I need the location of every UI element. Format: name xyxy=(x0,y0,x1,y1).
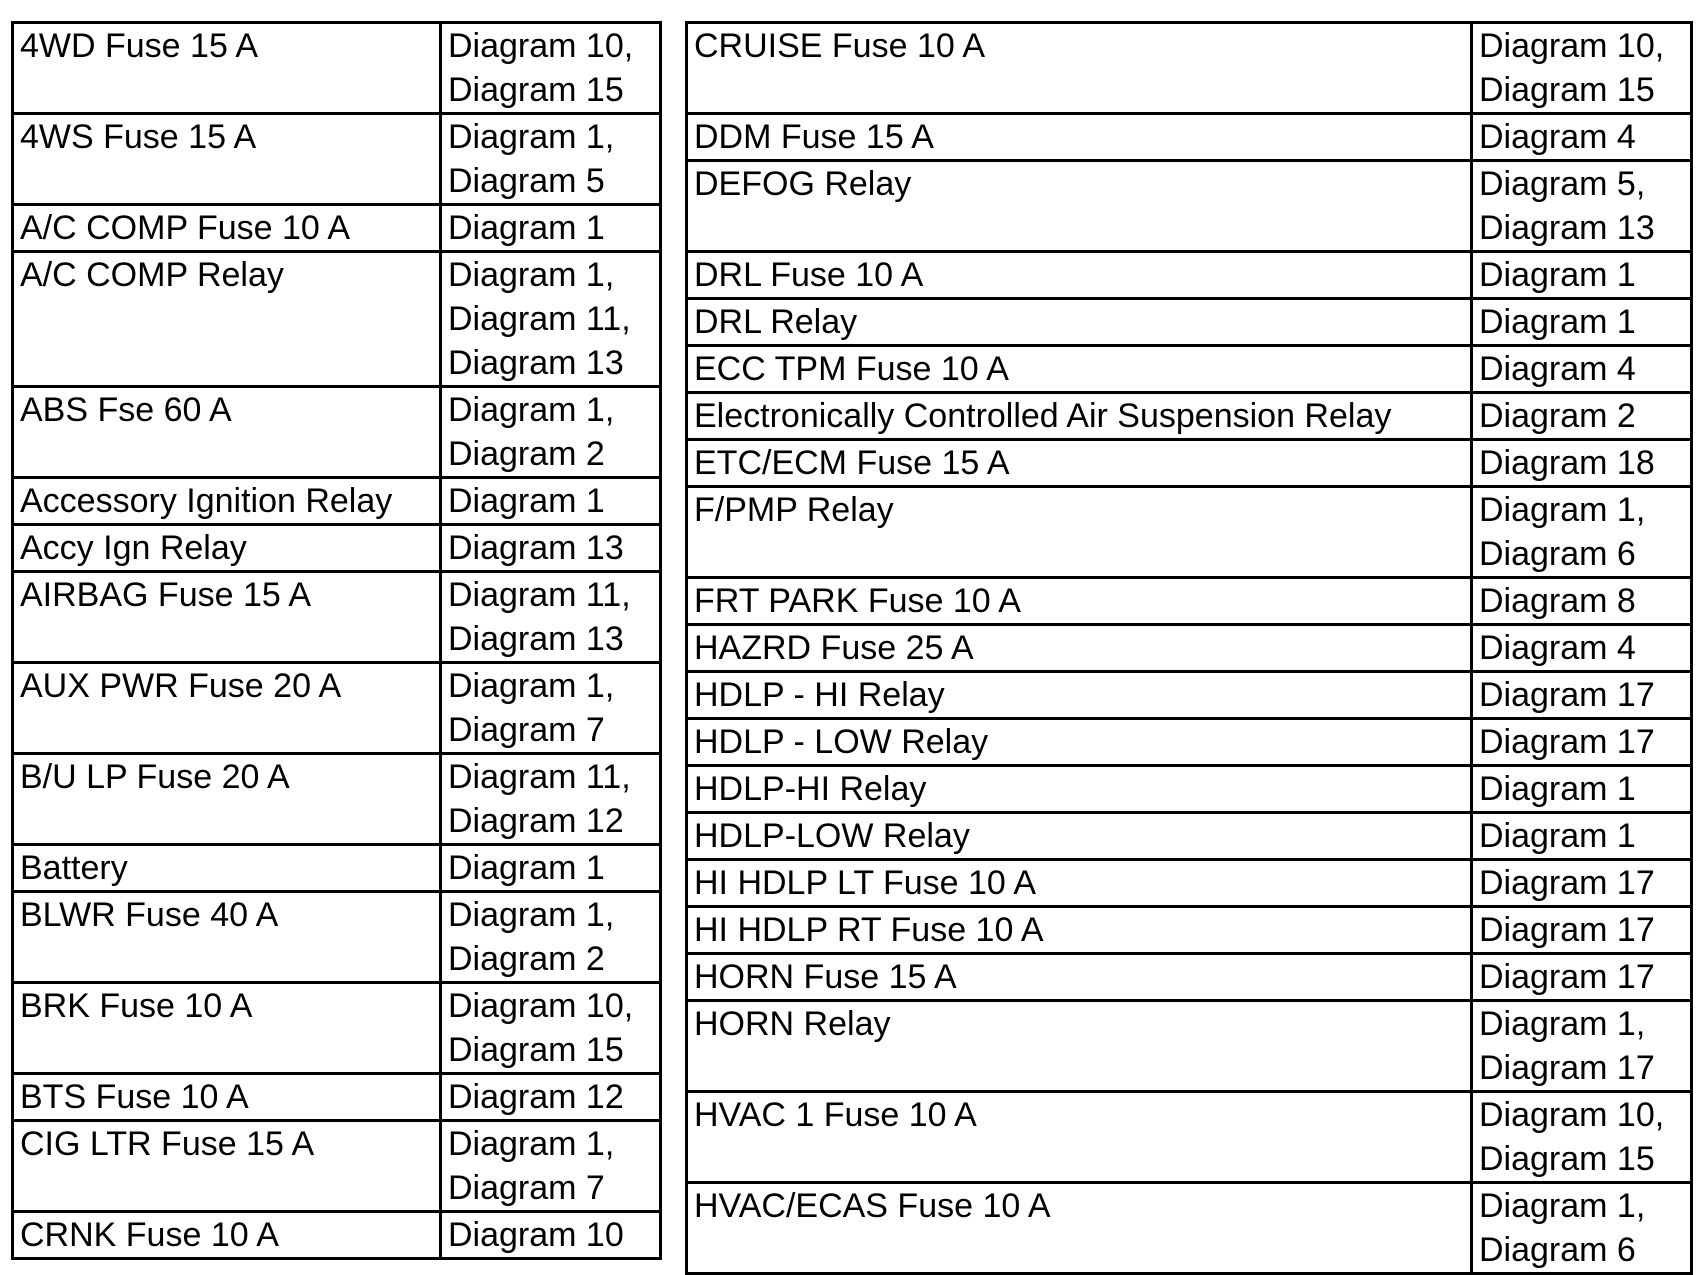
component-cell xyxy=(687,23,1472,114)
diagram-reference: Diagram 1, Diagram 6 xyxy=(1479,491,1646,573)
table-row xyxy=(687,672,1692,719)
diagram-reference-cell xyxy=(1472,299,1692,346)
table-row xyxy=(687,299,1692,346)
component-cell xyxy=(13,1074,441,1121)
diagram-reference: Diagram 10, Diagram 15 xyxy=(1479,27,1665,109)
diagram-reference: Diagram 1 xyxy=(1479,303,1636,341)
table-row xyxy=(13,1074,661,1121)
component-cell xyxy=(687,393,1472,440)
component-name: Accessory Ignition Relay xyxy=(20,482,393,520)
component-cell xyxy=(13,754,441,845)
component-name: Electronically Controlled Air Suspension Relay xyxy=(694,397,1392,435)
table-row xyxy=(13,1121,661,1212)
diagram-reference: Diagram 1, Diagram 17 xyxy=(1479,1005,1655,1087)
diagram-reference: Diagram 17 xyxy=(1479,723,1655,761)
diagram-reference: Diagram 10, Diagram 15 xyxy=(448,27,634,109)
component-name: DRL Fuse 10 A xyxy=(694,256,924,294)
diagram-reference-cell xyxy=(1472,1183,1692,1274)
component-name: CRNK Fuse 10 A xyxy=(20,1216,279,1254)
component-cell xyxy=(687,578,1472,625)
component-cell xyxy=(13,845,441,892)
component-name: A/C COMP Relay xyxy=(20,256,284,294)
diagram-reference: Diagram 8 xyxy=(1479,582,1636,620)
table-row xyxy=(687,1001,1692,1092)
component-cell xyxy=(13,387,441,478)
diagram-reference: Diagram 4 xyxy=(1479,118,1636,156)
component-cell xyxy=(13,23,441,114)
diagram-reference: Diagram 1 xyxy=(448,482,605,520)
diagram-reference: Diagram 10, Diagram 15 xyxy=(448,987,634,1069)
component-name: HORN Fuse 15 A xyxy=(694,958,957,996)
component-name: ABS Fse 60 A xyxy=(20,391,232,429)
diagram-reference-cell xyxy=(1472,954,1692,1001)
diagram-reference-cell xyxy=(1472,719,1692,766)
component-cell xyxy=(687,860,1472,907)
fuse-index-table-left xyxy=(11,21,662,1260)
diagram-reference: Diagram 1, Diagram 6 xyxy=(1479,1187,1646,1269)
component-name: BRK Fuse 10 A xyxy=(20,987,253,1025)
table-row xyxy=(13,205,661,252)
table-row xyxy=(687,766,1692,813)
diagram-reference: Diagram 17 xyxy=(1479,958,1655,996)
component-cell xyxy=(13,572,441,663)
component-cell xyxy=(687,346,1472,393)
component-name: HVAC 1 Fuse 10 A xyxy=(694,1096,977,1134)
component-cell xyxy=(687,766,1472,813)
component-name: HI HDLP LT Fuse 10 A xyxy=(694,864,1037,902)
component-name: 4WD Fuse 15 A xyxy=(20,27,259,65)
table-row xyxy=(687,1092,1692,1183)
component-cell xyxy=(687,440,1472,487)
component-cell xyxy=(687,161,1472,252)
component-cell xyxy=(13,478,441,525)
component-cell xyxy=(687,672,1472,719)
component-name: HDLP-LOW Relay xyxy=(694,817,970,855)
component-cell xyxy=(13,205,441,252)
table-row xyxy=(687,954,1692,1001)
diagram-reference: Diagram 1, Diagram 2 xyxy=(448,391,615,473)
component-name: DRL Relay xyxy=(694,303,858,341)
component-name: CRUISE Fuse 10 A xyxy=(694,27,986,65)
diagram-reference-cell xyxy=(1472,393,1692,440)
component-cell xyxy=(13,252,441,387)
diagram-reference-cell xyxy=(441,114,661,205)
diagram-reference-cell xyxy=(1472,487,1692,578)
component-name: HAZRD Fuse 25 A xyxy=(694,629,974,667)
table-row xyxy=(687,161,1692,252)
diagram-reference-cell xyxy=(441,663,661,754)
component-name: HVAC/ECAS Fuse 10 A xyxy=(694,1187,1051,1225)
table-row xyxy=(687,252,1692,299)
component-name: BLWR Fuse 40 A xyxy=(20,896,279,934)
component-name: HI HDLP RT Fuse 10 A xyxy=(694,911,1044,949)
table-row xyxy=(13,114,661,205)
diagram-reference: Diagram 1 xyxy=(1479,817,1636,855)
diagram-reference: Diagram 12 xyxy=(448,1078,624,1116)
diagram-reference-cell xyxy=(441,1121,661,1212)
component-cell xyxy=(687,1183,1472,1274)
component-cell xyxy=(687,252,1472,299)
diagram-reference-cell xyxy=(441,205,661,252)
table-row xyxy=(687,625,1692,672)
table-row xyxy=(687,487,1692,578)
table-row xyxy=(13,1212,661,1259)
table-row xyxy=(13,478,661,525)
diagram-reference-cell xyxy=(1472,346,1692,393)
diagram-reference-cell xyxy=(1472,813,1692,860)
component-name: HORN Relay xyxy=(694,1005,891,1043)
component-cell xyxy=(13,525,441,572)
diagram-reference: Diagram 13 xyxy=(448,529,624,567)
diagram-reference: Diagram 10 xyxy=(448,1216,624,1254)
table-row xyxy=(687,346,1692,393)
diagram-reference-cell xyxy=(441,1212,661,1259)
table-row xyxy=(687,860,1692,907)
diagram-reference-cell xyxy=(441,845,661,892)
diagram-reference-cell xyxy=(441,754,661,845)
table-row xyxy=(13,663,661,754)
fuse-index-table-right xyxy=(685,21,1693,1275)
table-row xyxy=(13,252,661,387)
diagram-reference-cell xyxy=(1472,23,1692,114)
table-row xyxy=(13,754,661,845)
component-name: HDLP - HI Relay xyxy=(694,676,945,714)
diagram-reference: Diagram 4 xyxy=(1479,350,1636,388)
component-cell xyxy=(687,954,1472,1001)
diagram-reference-cell xyxy=(1472,161,1692,252)
diagram-reference-cell xyxy=(1472,766,1692,813)
table-row xyxy=(687,719,1692,766)
fuse-index-table-right-body xyxy=(687,23,1692,1274)
component-cell xyxy=(13,1212,441,1259)
diagram-reference-cell xyxy=(441,892,661,983)
diagram-reference-cell xyxy=(441,525,661,572)
component-name: Battery xyxy=(20,849,128,887)
diagram-reference-cell xyxy=(1472,1001,1692,1092)
component-name: FRT PARK Fuse 10 A xyxy=(694,582,1021,620)
diagram-reference: Diagram 1 xyxy=(1479,256,1636,294)
diagram-reference-cell xyxy=(441,252,661,387)
component-cell xyxy=(687,299,1472,346)
diagram-reference-cell xyxy=(1472,1092,1692,1183)
component-cell xyxy=(687,114,1472,161)
diagram-reference-cell xyxy=(1472,252,1692,299)
component-name: CIG LTR Fuse 15 A xyxy=(20,1125,315,1163)
diagram-reference-cell xyxy=(441,572,661,663)
table-row xyxy=(13,892,661,983)
component-cell xyxy=(687,813,1472,860)
diagram-reference-cell xyxy=(1472,114,1692,161)
component-cell xyxy=(687,907,1472,954)
component-cell xyxy=(687,719,1472,766)
diagram-reference: Diagram 11, Diagram 12 xyxy=(448,758,631,840)
component-name: BTS Fuse 10 A xyxy=(20,1078,249,1116)
component-name: DDM Fuse 15 A xyxy=(694,118,934,156)
diagram-reference: Diagram 18 xyxy=(1479,444,1655,482)
diagram-reference: Diagram 5, Diagram 13 xyxy=(1479,165,1655,247)
diagram-reference-cell xyxy=(441,23,661,114)
table-row xyxy=(687,23,1692,114)
component-name: B/U LP Fuse 20 A xyxy=(20,758,290,796)
diagram-reference-cell xyxy=(441,1074,661,1121)
table-row xyxy=(687,114,1692,161)
fuse-index-table-left-body xyxy=(13,23,661,1259)
table-row xyxy=(13,23,661,114)
component-name: ETC/ECM Fuse 15 A xyxy=(694,444,1010,482)
table-row xyxy=(13,983,661,1074)
diagram-reference-cell xyxy=(441,478,661,525)
diagram-reference: Diagram 2 xyxy=(1479,397,1636,435)
diagram-reference-cell xyxy=(1472,860,1692,907)
component-cell xyxy=(13,663,441,754)
table-row xyxy=(687,440,1692,487)
diagram-reference-cell xyxy=(441,387,661,478)
diagram-reference: Diagram 17 xyxy=(1479,911,1655,949)
diagram-reference: Diagram 1 xyxy=(1479,770,1636,808)
component-cell xyxy=(687,1092,1472,1183)
diagram-reference-cell xyxy=(1472,578,1692,625)
table-row xyxy=(687,907,1692,954)
diagram-reference: Diagram 1, Diagram 11, Diagram 13 xyxy=(448,256,631,382)
component-name: F/PMP Relay xyxy=(694,491,894,529)
diagram-reference: Diagram 1, Diagram 7 xyxy=(448,667,615,749)
component-cell xyxy=(687,487,1472,578)
table-row xyxy=(13,525,661,572)
diagram-reference-cell xyxy=(1472,672,1692,719)
component-cell xyxy=(687,1001,1472,1092)
component-cell xyxy=(13,983,441,1074)
component-name: Accy Ign Relay xyxy=(20,529,247,567)
diagram-reference-cell xyxy=(1472,907,1692,954)
component-name: HDLP - LOW Relay xyxy=(694,723,989,761)
table-row xyxy=(687,813,1692,860)
component-name: ECC TPM Fuse 10 A xyxy=(694,350,1009,388)
table-row xyxy=(13,845,661,892)
table-row xyxy=(687,393,1692,440)
table-row xyxy=(687,1183,1692,1274)
component-name: AIRBAG Fuse 15 A xyxy=(20,576,312,614)
component-name: AUX PWR Fuse 20 A xyxy=(20,667,342,705)
component-name: HDLP-HI Relay xyxy=(694,770,927,808)
table-row xyxy=(13,387,661,478)
diagram-reference-cell xyxy=(1472,440,1692,487)
diagram-reference: Diagram 4 xyxy=(1479,629,1636,667)
diagram-reference: Diagram 11, Diagram 13 xyxy=(448,576,631,658)
diagram-reference: Diagram 1 xyxy=(448,849,605,887)
diagram-reference: Diagram 17 xyxy=(1479,676,1655,714)
component-cell xyxy=(687,625,1472,672)
diagram-reference: Diagram 1, Diagram 5 xyxy=(448,118,615,200)
diagram-reference-cell xyxy=(1472,625,1692,672)
component-name: A/C COMP Fuse 10 A xyxy=(20,209,351,247)
diagram-reference: Diagram 1 xyxy=(448,209,605,247)
component-cell xyxy=(13,1121,441,1212)
table-row xyxy=(687,578,1692,625)
diagram-reference: Diagram 1, Diagram 2 xyxy=(448,896,615,978)
diagram-reference-cell xyxy=(441,983,661,1074)
diagram-reference: Diagram 10, Diagram 15 xyxy=(1479,1096,1665,1178)
component-cell xyxy=(13,892,441,983)
diagram-reference: Diagram 1, Diagram 7 xyxy=(448,1125,615,1207)
component-name: 4WS Fuse 15 A xyxy=(20,118,257,156)
component-cell xyxy=(13,114,441,205)
diagram-reference: Diagram 17 xyxy=(1479,864,1655,902)
component-name: DEFOG Relay xyxy=(694,165,912,203)
table-row xyxy=(13,572,661,663)
